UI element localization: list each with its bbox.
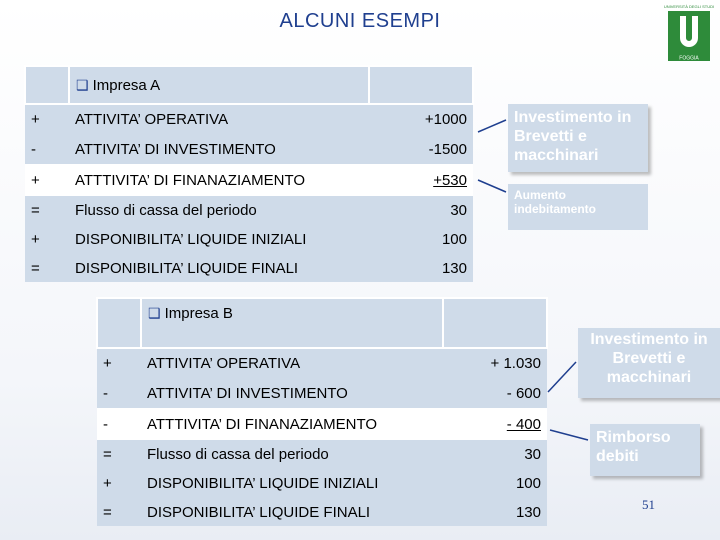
row-symbol: +	[97, 348, 141, 378]
row-value: 130	[443, 498, 547, 526]
table-row	[25, 254, 473, 282]
table-header: ❑ Impresa B	[141, 298, 443, 348]
row-symbol: +	[25, 164, 69, 196]
row-symbol: =	[97, 498, 141, 526]
impresa-a-table	[24, 65, 474, 282]
logo-bottom-text: FOGGIA	[679, 55, 699, 62]
row-value: -1500	[369, 134, 473, 164]
row-value: 100	[443, 468, 547, 498]
row-symbol: +	[97, 468, 141, 498]
row-label: Flusso di cassa del periodo	[69, 196, 369, 224]
table-row	[25, 164, 473, 196]
row-symbol: =	[25, 196, 69, 224]
row-symbol: -	[97, 408, 141, 440]
note-debt-repayment: Rimborso debiti	[590, 424, 700, 476]
arrow-connector	[478, 120, 506, 132]
checkbox-bullet-icon: ❑	[76, 76, 89, 93]
row-label: ATTTIVITA’ DI FINANAZIAMENTO	[141, 408, 443, 440]
table-header-row	[97, 298, 547, 348]
row-symbol: +	[25, 224, 69, 254]
row-value: 30	[369, 196, 473, 224]
row-symbol: =	[97, 440, 141, 468]
slide-title: ALCUNI ESEMPI	[279, 10, 441, 32]
table-header: ❑ Impresa A	[69, 66, 369, 104]
row-value: 100	[369, 224, 473, 254]
note-investment-b: Investimento in Brevetti e macchinari	[578, 328, 720, 398]
table-row	[25, 134, 473, 164]
row-value: - 400	[443, 408, 547, 440]
row-label: ATTIVITA’ DI INVESTIMENTO	[69, 134, 369, 164]
table-row	[25, 224, 473, 254]
row-symbol: =	[25, 254, 69, 282]
university-logo	[660, 2, 718, 66]
table-row	[25, 196, 473, 224]
row-value: 30	[443, 440, 547, 468]
table-row	[97, 468, 547, 498]
table-row	[97, 408, 547, 440]
row-value: +530	[369, 164, 473, 196]
row-label: DISPONIBILITA’ LIQUIDE INIZIALI	[69, 224, 369, 254]
row-label: ATTIVITA’ OPERATIVA	[141, 348, 443, 378]
row-label: ATTIVITA’ DI INVESTIMENTO	[141, 378, 443, 408]
row-label: ATTTIVITA’ DI FINANAZIAMENTO	[69, 164, 369, 196]
row-value: - 600	[443, 378, 547, 408]
note-debt-increase: Aumento indebitamento	[508, 184, 648, 230]
row-label: DISPONIBILITA’ LIQUIDE INIZIALI	[141, 468, 443, 498]
row-symbol: -	[97, 378, 141, 408]
row-value: + 1.030	[443, 348, 547, 378]
table-row	[25, 104, 473, 134]
table-row	[97, 498, 547, 526]
logo-top-text: UNIVERSITÀ DEGLI STUDI	[663, 4, 715, 9]
row-label: DISPONIBILITA’ LIQUIDE FINALI	[69, 254, 369, 282]
row-value: 130	[369, 254, 473, 282]
impresa-b-table	[96, 297, 548, 526]
table-row	[97, 440, 547, 468]
row-symbol: +	[25, 104, 69, 134]
row-label: Flusso di cassa del periodo	[141, 440, 443, 468]
row-label: DISPONIBILITA’ LIQUIDE FINALI	[141, 498, 443, 526]
row-symbol: -	[25, 134, 69, 164]
arrow-connector	[548, 362, 576, 392]
page-number: 51	[642, 497, 655, 512]
row-value: +1000	[369, 104, 473, 134]
arrow-connector	[478, 180, 506, 192]
table-header-row	[25, 66, 473, 104]
arrow-connector	[550, 430, 588, 440]
row-label: ATTIVITA’ OPERATIVA	[69, 104, 369, 134]
checkbox-bullet-icon: ❑	[148, 305, 161, 321]
note-investment-a: Investimento in Brevetti e macchinari	[508, 104, 648, 172]
table-row	[97, 348, 547, 378]
table-row	[97, 378, 547, 408]
